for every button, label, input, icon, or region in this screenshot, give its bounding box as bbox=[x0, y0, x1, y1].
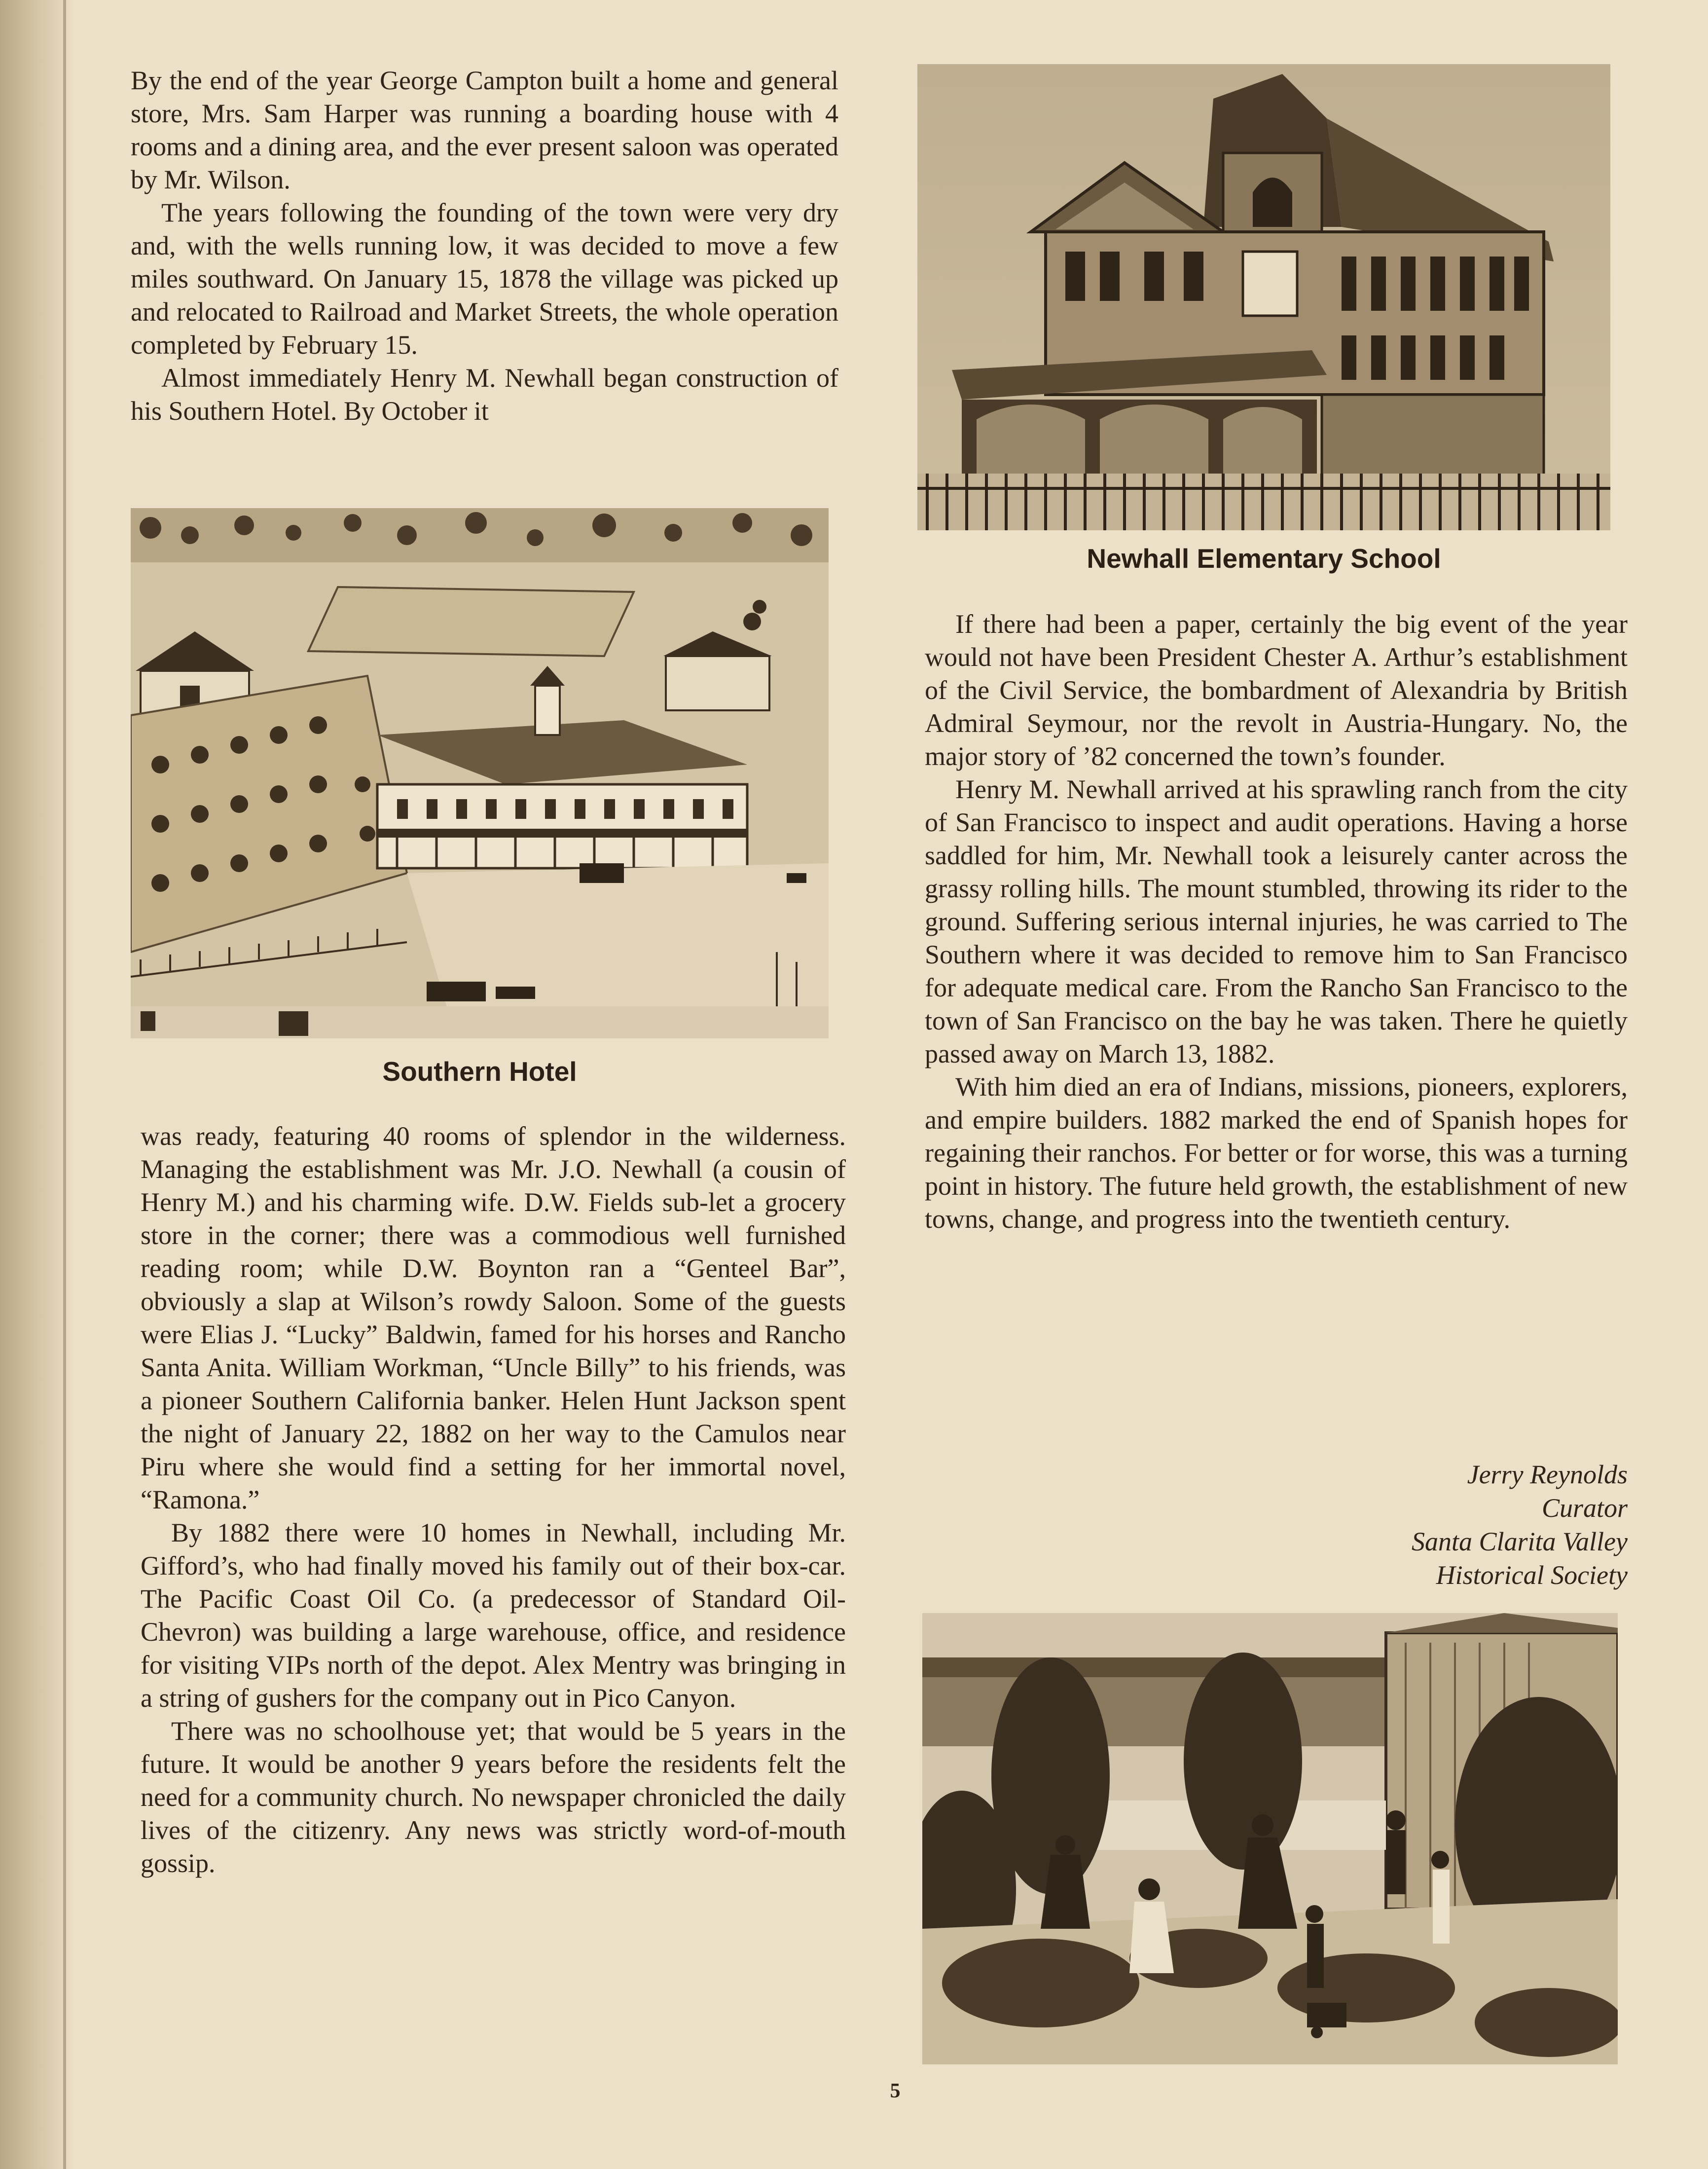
paragraph: By the end of the year George Campton built a home and general store, Mrs. Sam Harper was running a boarding house with 4 rooms and a dining area, and the ever present saloon was operated by Mr. Wilson. bbox=[131, 66, 838, 194]
southern-hotel-caption: Southern Hotel bbox=[382, 1056, 577, 1087]
author-signature bbox=[1263, 1458, 1628, 1592]
paragraph: was ready, featuring 40 rooms of splendor in the wilderness. Managing the establishment was Mr. J.O. Newhall (a cousin of Henry M.) and his charming wife. D.W. Fields sub-let a grocery store in the corner; there was a commodious well furnished reading room; while D.W. Boynton ran a “Genteel Bar”, obviously a slap at Wilson’s rowdy Saloon. Some of the guests were Elias J. “Lucky” Baldwin, famed for his horses and Rancho Santa Anita. William Workman, “Uncle Billy” to his friends, was a pioneer Southern California banker. Helen Hunt Jackson spent the night of January 22, 1882 on her way to the Camulos near Piru where she would find a setting for her immortal novel, “Ramona.” bbox=[141, 1121, 846, 1514]
paragraph: With him died an era of Indians, missions, pioneers, explorers, and empire builders. 1882 marked the end of Spanish hopes for regaining their ranchos. For better or for worse, this was a turning point in history. The future held growth, the establishment of new towns, change, and progress into the twentieth century. bbox=[925, 1072, 1628, 1234]
left-column-bottom-text bbox=[141, 1120, 846, 1880]
southern-hotel-illustration bbox=[131, 508, 829, 1038]
paragraph: By 1882 there were 10 homes in Newhall, including Mr. Gifford’s, who had finally moved his family out of their box-car. The Pacific Coast Oil Co. (a predecessor of Standard Oil-Chevron) was building a large warehouse, office, and residence for visiting VIPs north of the depot. Alex Mentry was bringing in a string of gushers for the company out in Pico Canyon. bbox=[141, 1518, 846, 1713]
page-number: 5 bbox=[890, 2080, 901, 2102]
paragraph: The years following the founding of the town were very dry and, with the wells running low, it was decided to move a few miles southward. On January 15, 1878 the village was picked up and relocated to Railroad and Market Streets, the whole operation completed by February 15. bbox=[131, 198, 838, 360]
binding-fold bbox=[63, 0, 66, 2169]
paragraph: Almost immediately Henry M. Newhall began construction of his Southern Hotel. By October it bbox=[131, 363, 838, 426]
left-column-top-text bbox=[131, 64, 838, 428]
paragraph: There was no schoolhouse yet; that would be 5 years in the future. It would be another 9 years before the residents felt the need for a community church. No newspaper chronicled the daily lives of the citizenry. Any news was strictly word-of-mouth gossip. bbox=[141, 1716, 846, 1878]
right-column-text bbox=[925, 608, 1628, 1236]
author-title: Curator bbox=[1541, 1493, 1628, 1523]
author-name: Jerry Reynolds bbox=[1467, 1460, 1628, 1489]
author-organization: Historical Society bbox=[1436, 1560, 1628, 1590]
paragraph: If there had been a paper, certainly the big event of the year would not have been President Chester A. Arthur’s establishment of the Civil Service, the bombardment of Alexandria by British Admiral Seymour, nor the revolt in Austria-Hungary. No, the major story of ’82 concerned the town’s founder. bbox=[925, 609, 1628, 771]
newhall-school-caption: Newhall Elementary School bbox=[1087, 543, 1441, 574]
paragraph: Henry M. Newhall arrived at his sprawling ranch from the city of San Francisco to inspect and audit operations. Having a horse saddled for him, Mr. Newhall took a leisurely canter across the grassy rolling hills. The mount stumbled, throwing its rider to the ground. Suffering serious internal injuries, he was carried to The Southern where it was decided to remove him to San Francisco for adequate medical care. From the Rancho San Francisco to the town of San Francisco on the bay he was taken. There he quietly passed away on March 13, 1882. bbox=[925, 774, 1628, 1068]
garden-family-photo bbox=[922, 1613, 1618, 2064]
newhall-school-photo bbox=[917, 64, 1610, 530]
author-organization: Santa Clarita Valley bbox=[1412, 1527, 1628, 1556]
